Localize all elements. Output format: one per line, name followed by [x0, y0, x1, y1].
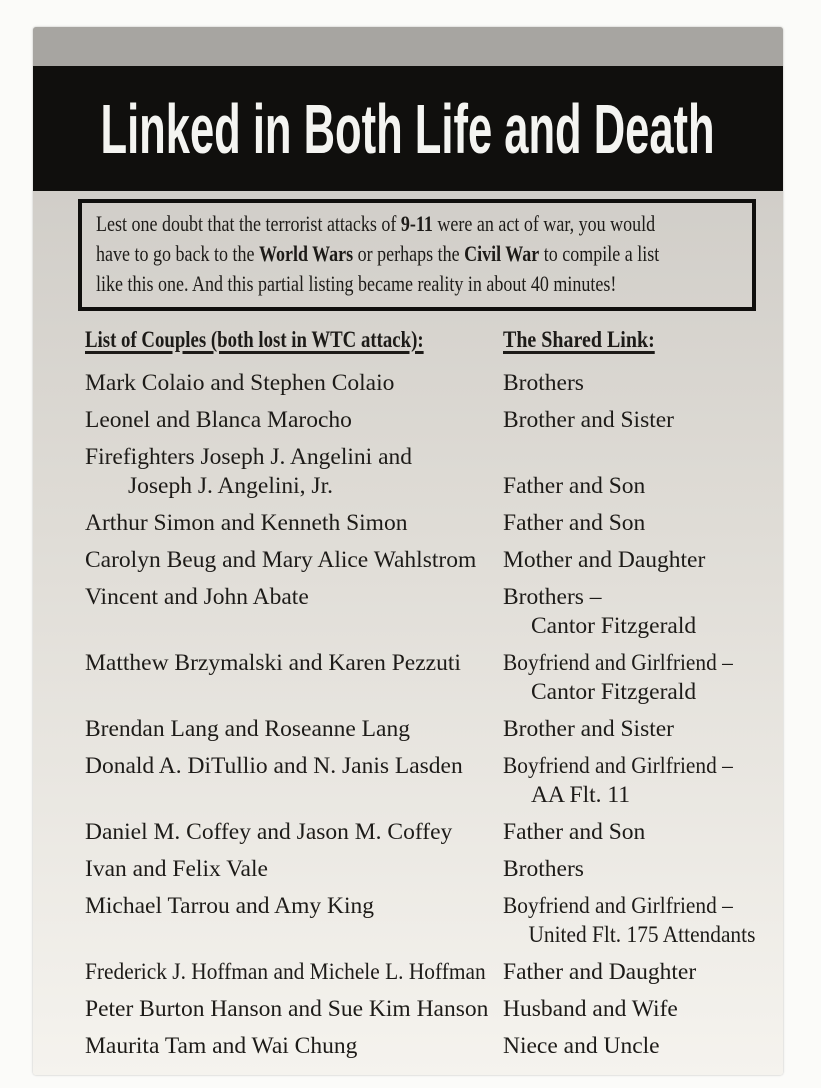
couple-name-line: Arthur Simon and Kenneth Simon	[85, 510, 408, 536]
table-row	[85, 369, 773, 398]
couple-names	[85, 715, 503, 744]
shared-link-line: Niece and Uncle	[503, 1033, 660, 1059]
table-row	[85, 715, 773, 744]
table-row	[85, 583, 773, 641]
shared-link	[503, 1032, 773, 1061]
couple-names	[85, 546, 503, 575]
intro-box	[78, 199, 756, 311]
table-row	[85, 649, 773, 707]
table-rows	[85, 369, 773, 1061]
couple-name-line: Joseph J. Angelini, Jr.	[128, 473, 333, 499]
table-row	[85, 752, 773, 810]
shared-link	[503, 406, 773, 435]
shared-link-line: Cantor Fitzgerald	[531, 679, 697, 705]
couple-names	[85, 995, 503, 1024]
page-title: Linked in Both Life and Death	[100, 89, 716, 168]
shared-link-line: Father and Son	[503, 473, 646, 499]
shared-link-line: Father and Son	[503, 819, 646, 845]
shared-link-line: Brothers –	[503, 584, 602, 610]
shared-link	[503, 818, 773, 847]
shared-link-line: Mother and Daughter	[503, 547, 706, 573]
shared-link	[503, 892, 780, 950]
couple-name-line: Brendan Lang and Roseanne Lang	[85, 716, 410, 742]
memorial-card	[33, 27, 783, 1075]
couple-names	[85, 369, 503, 398]
table-row	[85, 1032, 773, 1061]
couple-name-line: Peter Burton Hanson and Sue Kim Hanson	[85, 996, 489, 1022]
couple-names	[85, 443, 503, 501]
couple-names	[85, 649, 503, 678]
couple-name-line: Matthew Brzymalski and Karen Pezzuti	[85, 650, 461, 676]
shared-link-line: Brother and Sister	[503, 716, 674, 742]
couple-names	[85, 583, 503, 612]
shared-link	[503, 509, 773, 538]
couple-names	[85, 958, 503, 987]
shared-link-line: United Flt. 175 Attendants	[528, 922, 756, 948]
couple-names	[85, 1032, 503, 1061]
shared-link-line: Father and Son	[503, 510, 646, 536]
column-header-shared-link: The Shared Link:	[503, 327, 655, 353]
couple-names	[85, 818, 503, 847]
shared-link-line: Father and Daughter	[503, 959, 697, 985]
shared-link	[503, 583, 773, 641]
title-bar	[33, 66, 783, 191]
shared-link-line: AA Flt. 11	[531, 782, 631, 808]
shared-link-line: Brothers	[503, 856, 584, 882]
couple-name-line: Vincent and John Abate	[85, 584, 309, 610]
couple-name-line: Carolyn Beug and Mary Alice Wahlstrom	[85, 547, 477, 573]
table-row	[85, 892, 773, 950]
card-body	[33, 191, 783, 1061]
table-row	[85, 406, 773, 435]
shared-link	[503, 649, 773, 707]
table-row	[85, 443, 773, 501]
table-row	[85, 995, 773, 1024]
couple-name-line: Firefighters Joseph J. Angelini and	[85, 444, 413, 470]
table-row	[85, 546, 773, 575]
column-header-couples: List of Couples (both lost in WTC attack):	[85, 327, 424, 353]
couple-name-line: Mark Colaio and Stephen Colaio	[85, 370, 395, 396]
couple-name-line: Michael Tarrou and Amy King	[85, 893, 374, 919]
couple-names	[85, 509, 503, 538]
couple-names	[85, 752, 503, 781]
shared-link-line: Husband and Wife	[503, 996, 678, 1022]
shared-link	[503, 369, 773, 398]
shared-link	[503, 752, 773, 810]
shared-link	[503, 715, 773, 744]
card-top-strip	[33, 27, 783, 66]
couple-name-line: Leonel and Blanca Marocho	[85, 407, 352, 433]
shared-link	[503, 472, 773, 501]
shared-link	[503, 995, 773, 1024]
shared-link	[503, 958, 773, 987]
intro-line: Lest one doubt that the terrorist attacks of 9-11 were an act of war, you would	[96, 211, 656, 236]
couple-name-line: Frederick J. Hoffman and Michele L. Hoffman	[85, 959, 486, 985]
shared-link-line: Cantor Fitzgerald	[531, 613, 697, 639]
couple-name-line: Daniel M. Coffey and Jason M. Coffey	[85, 819, 453, 845]
table-row	[85, 958, 773, 987]
couple-name-line: Maurita Tam and Wai Chung	[85, 1033, 358, 1059]
shared-link-line: Boyfriend and Girlfriend –	[503, 650, 733, 676]
shared-link	[503, 855, 773, 884]
intro-line: like this one. And this partial listing became reality in about 40 minutes!	[96, 271, 617, 296]
couple-names	[85, 406, 503, 435]
couple-name-line: Donald A. DiTullio and N. Janis Lasden	[85, 753, 463, 779]
table-row	[85, 509, 773, 538]
couples-table	[85, 327, 773, 1061]
shared-link-line: Boyfriend and Girlfriend –	[503, 753, 733, 779]
couple-names	[85, 892, 503, 921]
table-header	[85, 327, 773, 354]
intro-text	[96, 209, 738, 299]
couple-names	[85, 855, 503, 884]
table-row	[85, 855, 773, 884]
shared-link-line: Boyfriend and Girlfriend –	[503, 893, 733, 919]
intro-line: have to go back to the World Wars or perhaps the Civil War to compile a list	[96, 241, 660, 266]
shared-link-line: Brothers	[503, 370, 584, 396]
couple-name-line: Ivan and Felix Vale	[85, 856, 268, 882]
shared-link-line: Brother and Sister	[503, 407, 674, 433]
shared-link	[503, 546, 773, 575]
table-row	[85, 818, 773, 847]
